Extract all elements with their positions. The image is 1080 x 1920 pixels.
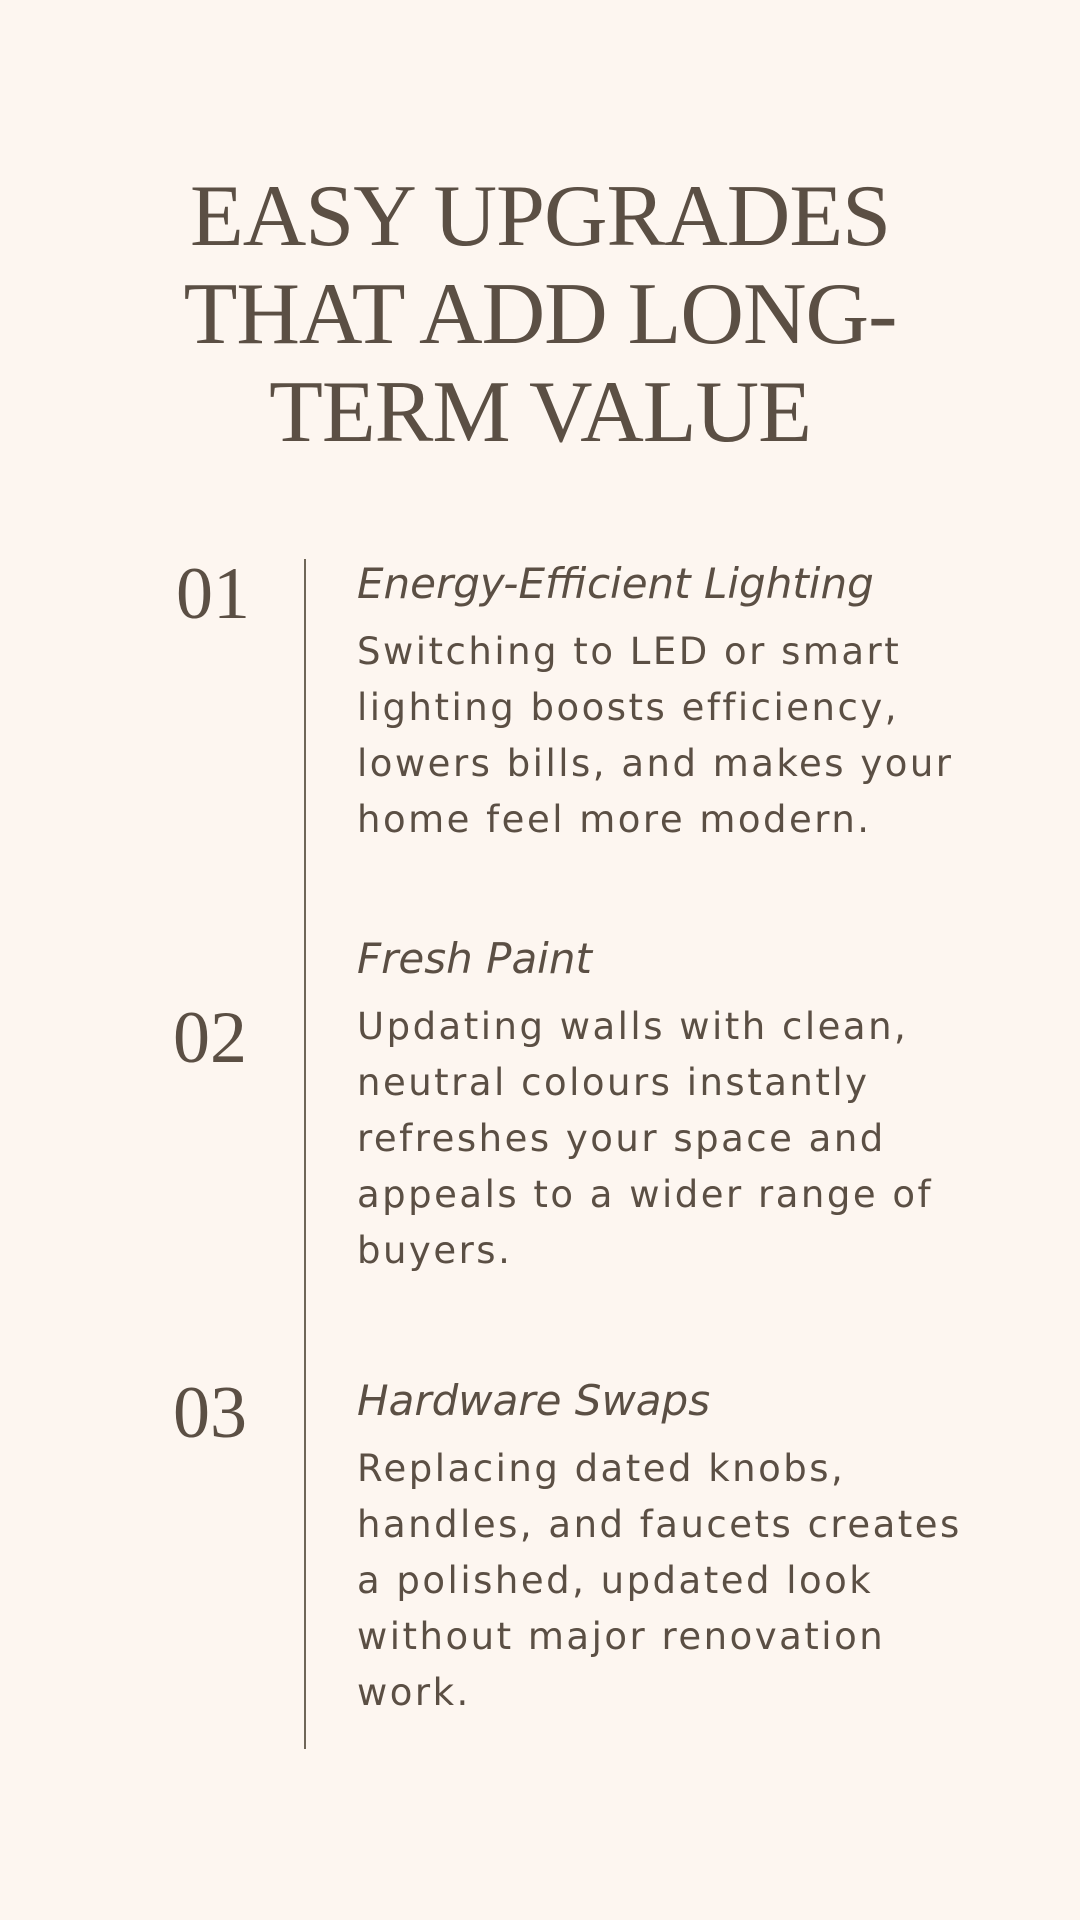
description-line: neutral colours instantly [357,1061,870,1104]
description-line: appeals to a wider range of [357,1173,934,1216]
item-title: Energy-Efficient Lighting [357,559,874,608]
vertical-divider [304,559,306,1749]
description-line: home feel more modern. [357,798,872,841]
description-line: handles, and faucets creates [357,1503,962,1546]
title-line: TERM VALUE [269,364,811,461]
description-line: Replacing dated knobs, [357,1447,846,1490]
description-line: a polished, updated look [357,1559,874,1602]
description-line: lighting boosts efficiency, [357,686,899,729]
description-line: Switching to LED or smart [357,630,902,673]
item-title: Hardware Swaps [357,1376,711,1425]
title-line: EASY UPGRADES [189,168,891,265]
description-line: buyers. [357,1229,513,1272]
item-description [357,999,1017,1279]
description-line: without major renovation [357,1615,886,1658]
description-line: lowers bills, and makes your [357,742,954,785]
description-line: Updating walls with clean, [357,1005,909,1048]
description-line: work. [357,1671,471,1714]
description-line: refreshes your space and [357,1117,886,1160]
item-title: Fresh Paint [357,934,592,983]
item-number: 03 [173,1372,247,1454]
item-number: 01 [176,553,250,635]
page-title [0,168,1080,462]
item-number: 02 [173,997,247,1079]
item-description [357,1441,1017,1721]
item-description [357,624,1017,848]
title-line: THAT ADD LONG- [183,266,897,363]
